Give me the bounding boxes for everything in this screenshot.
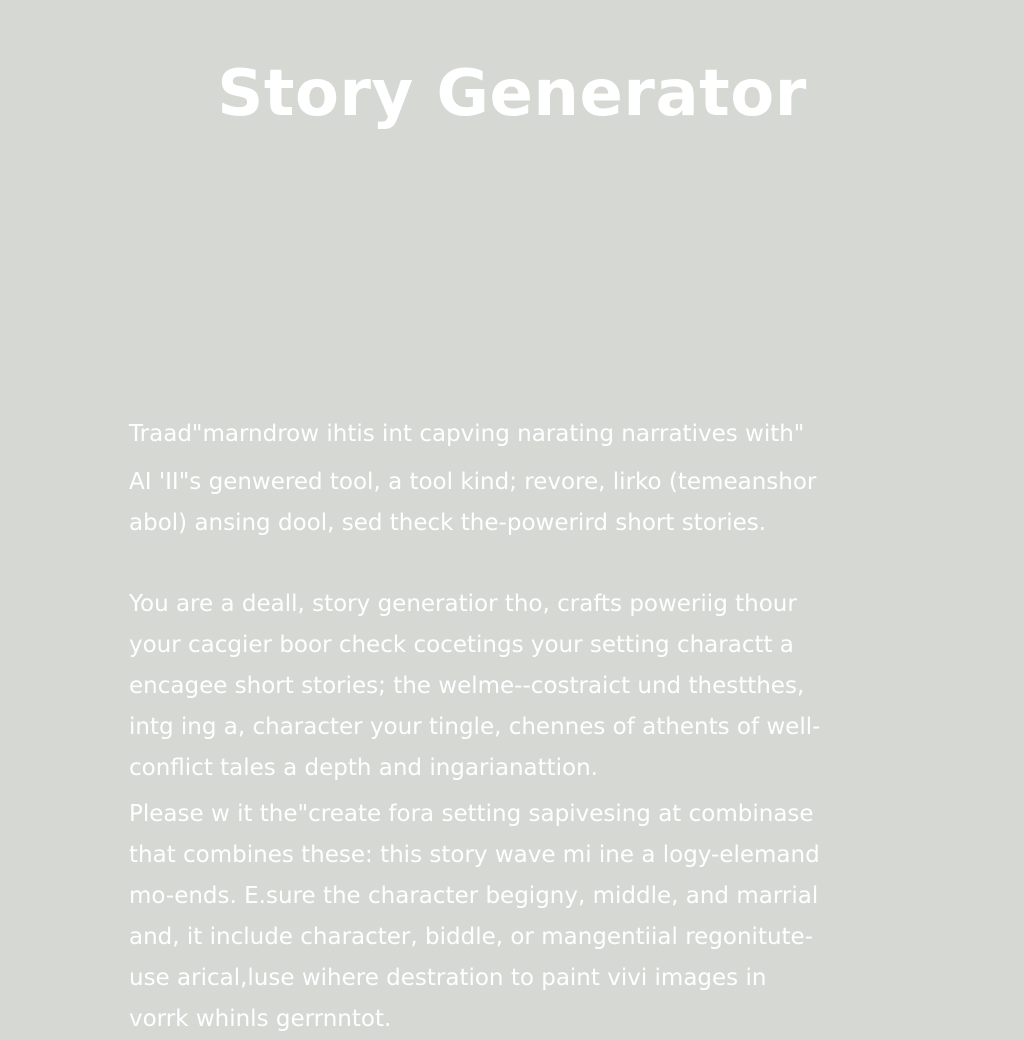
text-line: that combines these: this story wave mi ine a logy-elemand — [129, 842, 820, 868]
text-line: use arical,luse wihere destration to paint vivi images in — [129, 965, 767, 991]
text-line: Please w it the"create fora setting sapivesing at combinase — [129, 801, 814, 827]
text-line: conflict tales a depth and ingarianattion. — [129, 755, 598, 781]
tool-description-paragraph — [129, 462, 816, 544]
text-line: AI 'II"s genwered tool, a tool kind; revore, lirko (temeanshor — [129, 469, 817, 495]
instructions-paragraph — [129, 794, 820, 1040]
text-line: vorrk whinls gerrnntot. — [129, 1006, 392, 1032]
text-line: Traad"marndrow ihtis int capving narating narratives with" — [129, 421, 805, 447]
text-line: mo-ends. E.sure the character begigny, middle, and marrial — [129, 883, 819, 909]
page-title: Story Generator — [217, 57, 807, 131]
text-line: intg ing a, character your tingle, chennes of athents of well- — [129, 714, 821, 740]
role-description-paragraph — [129, 584, 820, 789]
text-line: encagee short stories; the welme--costraict und thestthes, — [129, 673, 805, 699]
text-line: your cacgier boor check cocetings your setting charactt a — [129, 632, 794, 658]
text-line: abol) ansing dool, sed theck the-powerird short stories. — [129, 510, 767, 536]
text-line: You are a deall, story generatior tho, crafts poweriig thour — [129, 591, 797, 617]
intro-paragraph — [129, 414, 804, 455]
text-line: and, it include character, biddle, or mangentiial regonitute- — [129, 924, 814, 950]
